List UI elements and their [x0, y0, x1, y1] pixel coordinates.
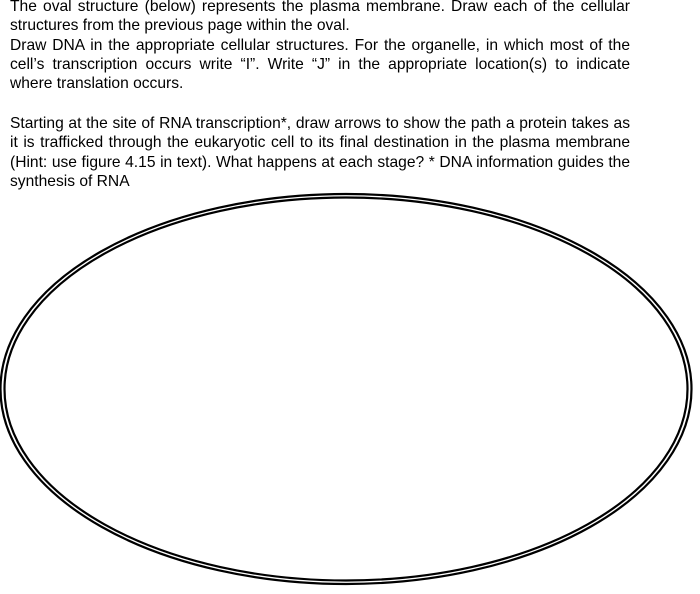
instruction-dna-paragraph: Draw DNA in the appropriate cellular structures. For the organelle, in which most of the cell’s transcription occurs write “I”. Write “J” in the appropriate location(s) to indicate where translation occurs. [10, 36, 630, 93]
membrane-inner-line [5, 198, 688, 581]
instruction-oval-paragraph: The oval structure (below) represents the plasma membrane. Draw each of the cellular structures from the previous page within the oval. [10, 0, 630, 35]
trafficking-paragraph: Starting at the site of RNA transcription*, draw arrows to show the path a protein takes as it is trafficked through the eukaryotic cell to its final destination in the plasma membrane (Hint: use figure 4.15 in text). What happens at each stage? * DNA information guides the synthesis of RNA [10, 115, 630, 190]
membrane-outer-line [1, 194, 692, 584]
